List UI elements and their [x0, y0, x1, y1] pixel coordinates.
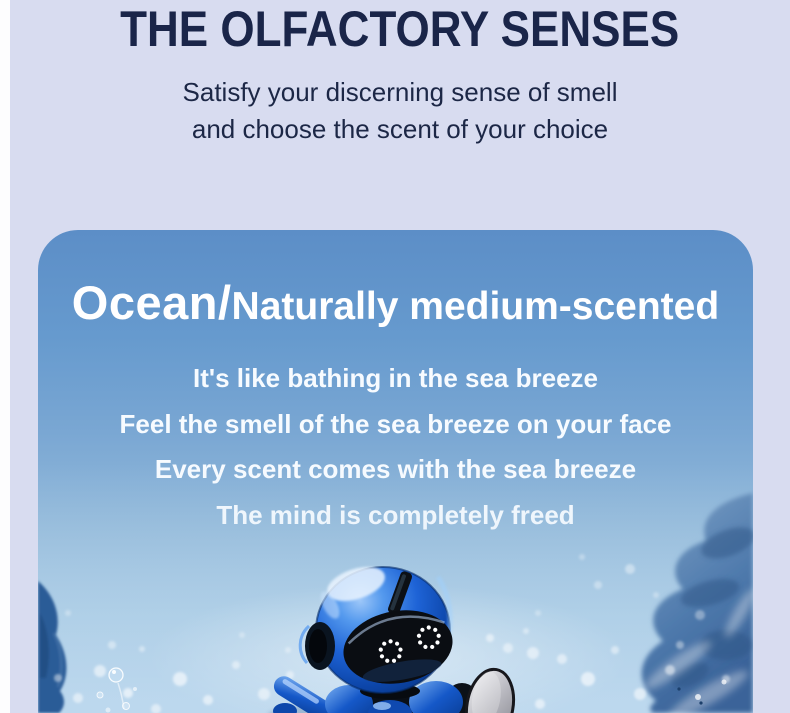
page-title-text: THE OLFACTORY SENSES — [120, 1, 680, 57]
subtitle-line-2: and choose the scent of your choice — [191, 114, 609, 144]
header — [10, 0, 790, 58]
description-line-1: It's like bathing in the sea breeze — [193, 363, 598, 393]
card-heading — [38, 276, 753, 339]
left-edge-strip — [0, 0, 10, 713]
scent-name: Ocean/ — [71, 276, 232, 329]
robot-product-image — [38, 463, 753, 713]
page-subtitle — [10, 74, 790, 148]
scent-descriptor: Naturally medium-scented — [231, 285, 720, 328]
ocean-scent-card — [38, 230, 753, 713]
description-line-2: Feel the smell of the sea breeze on your face — [119, 408, 672, 439]
page-title — [10, 0, 790, 58]
subtitle-line-1: Satisfy your discerning sense of smell — [182, 77, 618, 107]
robot-ear — [300, 622, 335, 670]
